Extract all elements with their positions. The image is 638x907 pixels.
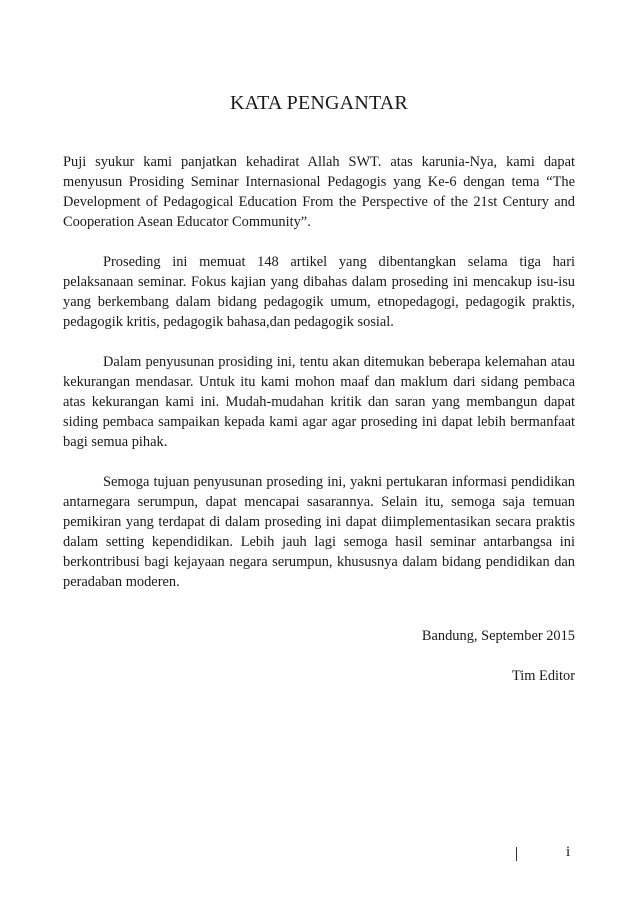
page-title: KATA PENGANTAR [230, 92, 408, 114]
paragraph-3: Dalam penyusunan prosiding ini, tentu akan ditemukan beberapa kelemahan atau kekurangan mendasar. Untuk itu kami mohon maaf dan maklum dari sidang pembaca atas kekurangan kami ini. Mudah-mudahan kritik dan saran yang membangun dapat siding pembaca sampaikan kepada kami agar agar proseding ini dapat lebih bermanfaat bagi semua pihak. [63, 354, 575, 450]
footer-separator [516, 847, 517, 861]
signature-place-date: Bandung, September 2015 [421, 628, 575, 644]
body-text [63, 152, 575, 612]
paragraph-2: Proseding ini memuat 148 artikel yang dibentangkan selama tiga hari pelaksanaan seminar. Fokus kajian yang dibahas dalam proseding ini mencakup isu-isu yang berkembang dalam bidang pedagogik umum, etnopedagogi, pedagogik praktis, pedagogik kritis, pedagogik bahasa,dan pedagogik sosial. [63, 254, 575, 330]
paragraph-4: Semoga tujuan penyusunan proseding ini, yakni pertukaran informasi pendidikan antarnegara serumpun, dapat mencapai sasarannya. Selain itu, semoga saja temuan pemikiran yang terdapat di dalam proseding ini dapat diimplementasikan secara praktis dalam setting kependidikan. Lebih jauh lagi semoga hasil seminar antarbangsa ini berkontribusi bagi kejayaan negara serumpun, khususnya dalam bidang pendidikan dan peradaban moderen. [63, 474, 575, 590]
page-number: i [566, 844, 571, 860]
paragraph-1: Puji syukur kami panjatkan kehadirat Allah SWT. atas karunia-Nya, kami dapat menyusun Prosiding Seminar Internasional Pedagogis yang Ke-6 dengan tema “The Development of Pedagogical Education From the Perspective of the 21st Century and Cooperation Asean Educator Community”. [63, 154, 575, 230]
signature-name: Tim Editor [511, 668, 575, 684]
